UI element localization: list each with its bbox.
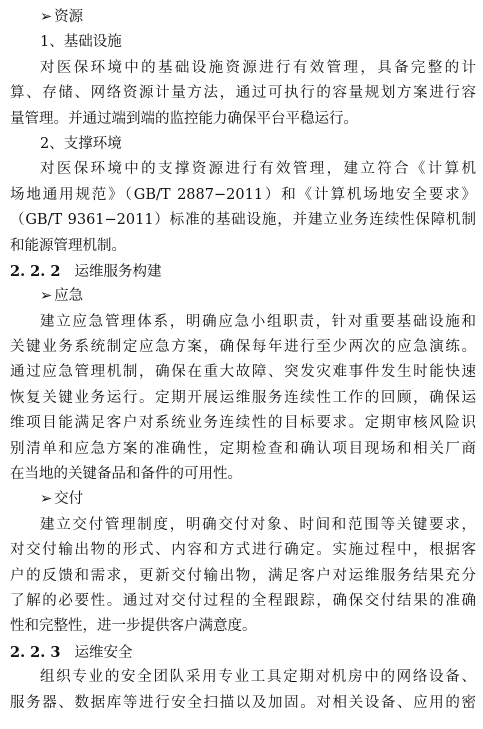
emergency-line: 维项目能满足客户对系统业务连续性的目标要求。定期审核风险识: [10, 415, 476, 432]
security-line: 组织专业的安全团队采用专业工具定期对机房中的网络设备、: [40, 669, 476, 686]
emergency-title: 应急: [54, 288, 84, 305]
emergency-line: 别清单和应急方案的准确性，定期检查和确认项目现场和相关厂商: [10, 440, 476, 457]
support-subheading: 2、支撑环境: [40, 135, 122, 152]
section-title: 运维安全: [74, 644, 133, 661]
emergency-heading: [10, 284, 476, 309]
infra-line: 量管理。并通过端到端的监控能力确保平台平稳运行。: [10, 110, 358, 127]
emergency-line: 恢复关键业务运行。定期开展运维服务连续性工作的回顾，确保运: [10, 389, 476, 406]
document-page: [10, 5, 476, 716]
delivery-line: 户的反馈和需求，更新交付输出物，满足客户对运维服务结果充分: [10, 567, 476, 584]
delivery-line: 了解的必要性。通过对交付过程的全程跟踪，确保交付结果的准确: [10, 592, 476, 609]
emergency-line: 关键业务系统制定应急方案，确保每年进行至少两次的应急演练。: [10, 339, 476, 356]
infra-line: 对医保环境中的基础设施资源进行有效管理，具备完整的计: [40, 59, 476, 76]
emergency-line: 通过应急管理机制，确保在重大故障、突发灾难事件发生时能快速: [10, 364, 476, 381]
emergency-line: 在当地的关键备品和备件的可用性。: [10, 466, 242, 483]
arrow-bullet-icon: ➢: [40, 491, 53, 508]
arrow-bullet-icon: ➢: [40, 9, 53, 25]
infra-line: 算、存储、网络资源计量方法，通过可执行的容量规划方案进行容: [10, 85, 476, 102]
support-line: 场地通用规范》（GB/T 2887−2011）和《计算机场地安全要求》: [10, 186, 476, 203]
security-line: 服务器、数据库等进行安全扫描以及加固。对相关设备、应用的密: [10, 694, 476, 711]
section-number: 2. 2. 2: [10, 262, 61, 280]
delivery-line: 对交付输出物的形式、内容和方式进行确定。实施过程中，根据客: [10, 542, 476, 559]
section-number: 2. 2. 3: [10, 643, 61, 661]
resources-heading: [10, 5, 476, 30]
section-heading-2-2-2: [10, 259, 476, 284]
delivery-title: 交付: [54, 491, 84, 508]
resources-title: 资源: [54, 9, 84, 25]
delivery-line: 建立交付管理制度，明确交付对象、时间和范围等关键要求，: [40, 516, 476, 533]
arrow-bullet-icon: ➢: [40, 288, 53, 305]
emergency-line: 建立应急管理体系，明确应急小组职责，针对重要基础设施和: [40, 313, 476, 330]
delivery-line: 性和完整性，进一步提供客户满意度。: [10, 618, 257, 635]
infra-subheading: 1、基础设施: [40, 34, 122, 51]
section-title: 运维服务构建: [74, 263, 162, 280]
support-line: （GB/T 9361−2011）标准的基础设施，并建立业务连续性保障机制: [10, 212, 476, 229]
support-line: 和能源管理机制。: [10, 237, 126, 254]
section-heading-2-2-3: [10, 640, 476, 665]
support-line: 对医保环境中的支撑资源进行有效管理，建立符合《计算机: [40, 161, 476, 178]
delivery-heading: [10, 487, 476, 512]
